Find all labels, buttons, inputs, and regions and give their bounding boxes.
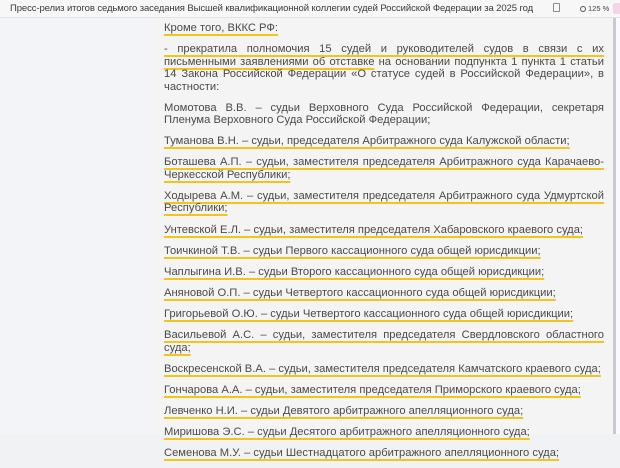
decision-paragraph bbox=[164, 43, 604, 93]
judge-list-item bbox=[164, 102, 604, 127]
judge-list-item bbox=[164, 245, 604, 258]
judge-text: Аняновой О.П. – судьи Четвертого кассационного суда общей юрисдикции; bbox=[164, 286, 556, 299]
document-toolbar bbox=[0, 0, 620, 18]
judge-text: Семенова М.У. – судьи Шестнадцатого арбитражного апелляционного суда; bbox=[164, 447, 560, 459]
judge-list-item bbox=[164, 135, 604, 148]
left-margin-area bbox=[0, 18, 150, 434]
judge-list-item bbox=[164, 329, 604, 354]
judge-list-item bbox=[164, 447, 604, 460]
judge-text: Левченко Н.И. – судьи Девятого арбитражного апелляционного суда; bbox=[164, 404, 524, 417]
judge-list-item bbox=[164, 405, 604, 418]
judge-list-item bbox=[164, 266, 604, 279]
judge-text: Унтевской Е.Л. – судьи, заместителя председателя Хабаровского краевого суда; bbox=[164, 223, 584, 236]
judge-text: Григорьевой О.Ю. – судьи Четвертого кассационного суда общей юрисдикции; bbox=[164, 307, 574, 320]
judge-list-item bbox=[164, 426, 604, 439]
judge-text: Гончарова А.А. – судьи, заместителя председателя Приморского краевого суда; bbox=[164, 383, 581, 396]
decision-rest: на основании подпункта 1 пункта 1 статьи 14 Закона Российской Федерации «О статусе судей в Российской Федерации», в частности: bbox=[164, 55, 604, 93]
judge-text: Чаплыгина И.В. – судьи Второго кассационного суда общей юрисдикции; bbox=[164, 265, 545, 278]
judge-list-item bbox=[164, 287, 604, 300]
sidebar-toggle-button[interactable] bbox=[613, 3, 620, 14]
right-edge bbox=[616, 18, 620, 434]
document-title: Пресс-релиз итогов седьмого заседания Высшей квалификационной коллегии судей Российской Федерации за 2025 год bbox=[10, 3, 534, 14]
judge-list-item bbox=[164, 224, 604, 237]
judge-text: Миришова Э.С. – судьи Десятого арбитражного апелляционного суда; bbox=[164, 425, 530, 438]
judge-list-item bbox=[164, 308, 604, 321]
zoom-icon bbox=[580, 6, 586, 12]
intro-text: Кроме того, ВККС РФ: bbox=[164, 22, 278, 34]
intro-paragraph bbox=[164, 22, 604, 35]
judges-list bbox=[164, 102, 604, 460]
judge-text: Тоичкиной Т.В. – судьи Первого кассационного суда общей юрисдикции; bbox=[164, 244, 541, 257]
judge-list-item bbox=[164, 190, 604, 215]
judge-text: Туманова В.Н. – судьи, председателя Арбитражного суда Калужской области; bbox=[164, 135, 570, 148]
judge-list-item bbox=[164, 156, 604, 181]
judge-text: Ходырева А.М. – судьи, заместителя председателя Арбитражного суда Удмуртской Республики; bbox=[164, 189, 604, 215]
zoom-control[interactable] bbox=[580, 2, 609, 15]
judge-text: Момотова В.В. – судьи Верховного Суда Российской Федерации, секретаря Пленума Верховного Суда Российской Федерации; bbox=[164, 101, 604, 127]
judge-text: Васильевой А.С. – судьи, заместителя председателя Свердловского областного суда; bbox=[164, 329, 604, 354]
judge-list-item bbox=[164, 384, 604, 397]
judge-text: Воскресенской В.А. – судьи, заместителя председателя Камчатского краевого суда; bbox=[164, 362, 601, 375]
decision-highlight: - прекратила полномочия 15 судей и руководителей судов в связи с их письменными заявлениями об отставке bbox=[164, 43, 604, 68]
zoom-level: 125 % bbox=[588, 4, 610, 13]
judge-list-item bbox=[164, 363, 604, 376]
document-content bbox=[164, 22, 604, 468]
judge-text: Боташева А.П. – судьи, заместителя председателя Арбитражного суда Карачаево-Черкесской Республики; bbox=[164, 156, 604, 181]
bookmark-icon[interactable] bbox=[553, 3, 560, 12]
